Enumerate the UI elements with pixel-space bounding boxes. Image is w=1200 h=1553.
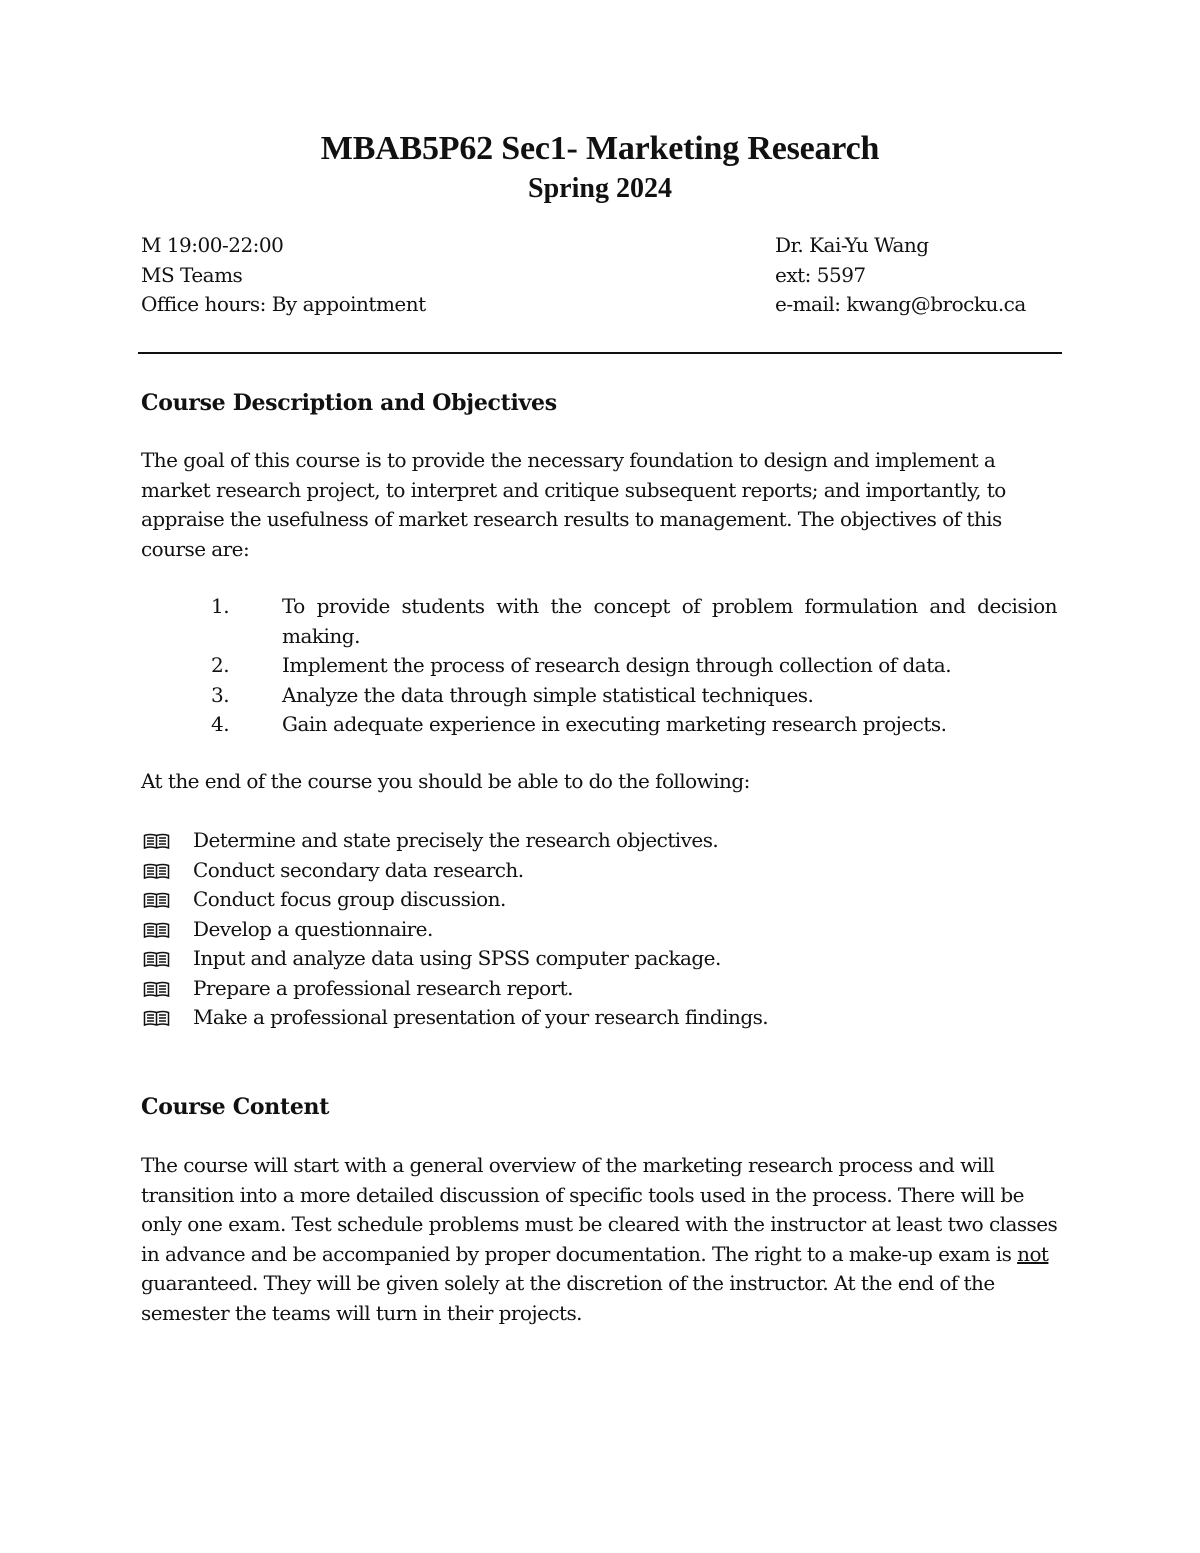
list-number: 3. [211,682,230,707]
class-location: MS Teams [141,262,243,287]
open-book-icon [143,922,170,939]
list-text: Make a professional presentation of your research findings. [193,1005,769,1029]
list-number: 4. [211,712,230,736]
open-book-icon [143,1010,170,1027]
office-hours: Office hours: By appointment [141,292,426,316]
list-item [141,885,768,915]
list-item [141,710,1057,740]
class-time: M 19:00-22:00 [141,233,284,257]
instructor-info [775,231,1026,320]
list-item [141,681,1057,711]
list-text: Analyze the data through simple statistical techniques. [282,682,814,707]
list-item [141,592,1057,651]
instructor-email: e-mail: kwang@brocku.ca [775,292,1026,316]
list-text: Conduct focus group discussion. [193,887,506,911]
instructor-extension: ext: 5597 [775,262,866,287]
list-text: Determine and state precisely the research objectives. [193,828,719,852]
list-item [141,856,768,886]
course-goal-paragraph: The goal of this course is to provide the necessary foundation to design and implement a market research project, to interpret and critique subsequent reports; and importantly, to appraise the usefulness of market research results to management. The objectives of this course are: [141,448,1006,561]
list-text: Gain adequate experience in executing marketing research projects. [282,712,947,736]
list-number: 2. [211,653,230,677]
list-item [141,915,768,945]
list-item [141,1003,768,1033]
section-heading-description: Course Description and Objectives [141,390,557,416]
content-text-after: guaranteed. They will be given solely at the discretion of the instructor. At the end of the semester the teams will turn in their projects. [141,1271,995,1325]
list-item [141,651,1057,681]
list-text: To provide students with the concept of problem formulation and decision making. [282,594,1057,648]
open-book-icon [143,863,170,880]
open-book-icon [143,833,170,850]
course-term: Spring 2024 [528,173,672,204]
list-text: Implement the process of research design through collection of data. [282,653,952,677]
list-number: 1. [211,594,230,618]
list-item [141,826,768,856]
course-title: MBAB5P62 Sec1- Marketing Research [320,130,880,167]
list-item [141,944,768,974]
list-text: Input and analyze data using SPSS computer package. [193,946,721,970]
list-text: Develop a questionnaire. [193,916,433,941]
list-text: Prepare a professional research report. [193,975,573,1000]
objectives-list [141,592,1057,740]
list-item [141,974,768,1004]
header-divider [138,352,1062,354]
content-text-before: The course will start with a general overview of the marketing research process and will transition into a more detailed discussion of specific tools used in the process. There will be only one exam. Test schedule problems must be cleared with the instructor at least two classes in advance and be accompanied by proper documentation. The right to a make-up exam is [141,1153,1058,1266]
open-book-icon [143,951,170,968]
schedule-info [141,231,426,320]
section-heading-content: Course Content [141,1094,330,1120]
underlined-emphasis: not [1017,1241,1049,1266]
instructor-name: Dr. Kai-Yu Wang [775,233,929,257]
open-book-icon [143,892,170,909]
list-text: Conduct secondary data research. [193,857,524,882]
outcomes-list [141,826,768,1033]
course-content-paragraph [141,1151,1061,1328]
outcomes-intro: At the end of the course you should be able to do the following: [141,769,750,793]
open-book-icon [143,981,170,998]
